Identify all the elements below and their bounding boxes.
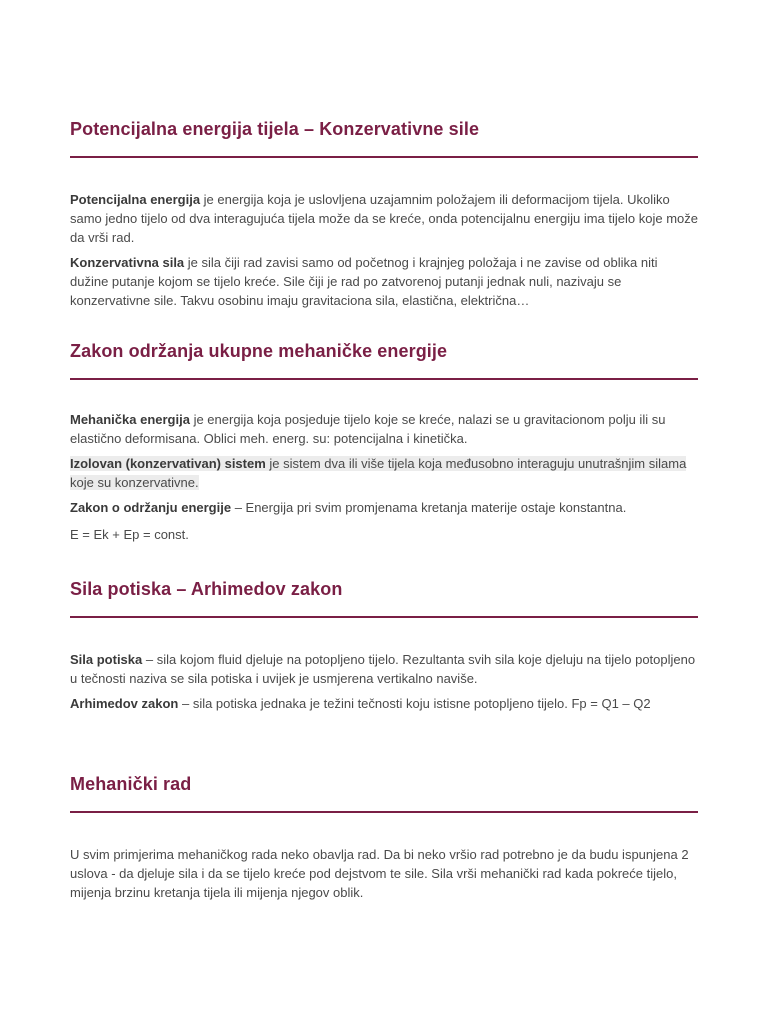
paragraph [70, 410, 698, 448]
paragraph-text: je sistem dva ili više tijela koja međusobno interaguju unutrašnjim silama koje su konzervativne. [70, 456, 687, 490]
paragraph-text: je energija koja je uslovljena uzajamnim položajem ili deformacijom tijela. Ukoliko samo jedno tijelo od dva interagujuća tijela može da se kreće, onda potencijalnu energiju ima tijelo koje može da vrši rad. [70, 192, 698, 245]
section-buoyancy [70, 578, 698, 713]
section-heading: Sila potiska – Arhimedov zakon [70, 579, 343, 599]
heading-divider [70, 378, 698, 380]
term: Izolovan (konzervativan) sistem [70, 456, 266, 471]
paragraph-text: – sila potiska jednaka je težini tečnosti koju istisne potopljeno tijelo. Fp = Q1 – Q2 [178, 696, 651, 711]
term: Potencijalna energija [70, 192, 201, 207]
paragraph [70, 845, 698, 902]
paragraph-text: U svim primjerima mehaničkog rada neko obavlja rad. Da bi neko vršio rad potrebno je da budu ispunjena 2 uslova - da djeluje sila i da se tijelo kreće pod dejstvom te sile. Sila vrši mehanički rad kada pokreće tijelo, mijenja brzinu kretanja tijela ili mijenja njegov oblik. [70, 847, 689, 900]
paragraph-highlighted [70, 454, 698, 492]
highlighted-text [70, 456, 686, 490]
heading-divider [70, 616, 698, 618]
section-mechanical-work [70, 773, 698, 902]
term: Sila potiska [70, 652, 143, 667]
paragraph-text: je energija koja posjeduje tijelo koje se kreće, nalazi se u gravitacionom polju ili su elastično deformisana. Oblici meh. energ. su: potencijalna i kinetička. [70, 412, 666, 446]
paragraph [70, 650, 698, 688]
paragraph-text: je sila čiji rad zavisi samo od početnog i krajnjeg položaja i ne zavise od oblika niti dužine putanje kojom se tijelo kreće. Sile čiji je rad po zatvorenoj putanji jednak nuli, nazivaju se konzervativne sile. Takvu osobinu imaju gravitaciona sila, elastična, električna… [70, 255, 658, 308]
paragraph-text: – Energija pri svim promjenama kretanja materije ostaje konstantna. [231, 500, 627, 515]
heading-divider [70, 811, 698, 813]
term: Arhimedov zakon [70, 696, 179, 711]
paragraph-text: – sila kojom fluid djeluje na potopljeno tijelo. Rezultanta svih sila koje djeluju na tijelo potopljeno u tečnosti naziva se sila potiska i uvijek je usmjerena vertikalno naviše. [70, 652, 696, 686]
heading-divider [70, 156, 698, 158]
formula-text: E = Ek + Ep = const. [70, 527, 189, 542]
paragraph [70, 694, 698, 713]
section-heading: Potencijalna energija tijela – Konzervativne sile [70, 119, 480, 139]
section-energy-conservation [70, 340, 698, 544]
term: Konzervativna sila [70, 255, 185, 270]
term: Mehanička energija [70, 412, 190, 427]
paragraph [70, 190, 698, 247]
formula [70, 525, 698, 544]
paragraph [70, 253, 698, 310]
section-heading: Zakon održanja ukupne mehaničke energije [70, 341, 448, 361]
paragraph [70, 498, 698, 517]
section-potential-energy [70, 118, 698, 310]
term: Zakon o održanju energije [70, 500, 232, 515]
section-heading: Mehanički rad [70, 774, 192, 794]
